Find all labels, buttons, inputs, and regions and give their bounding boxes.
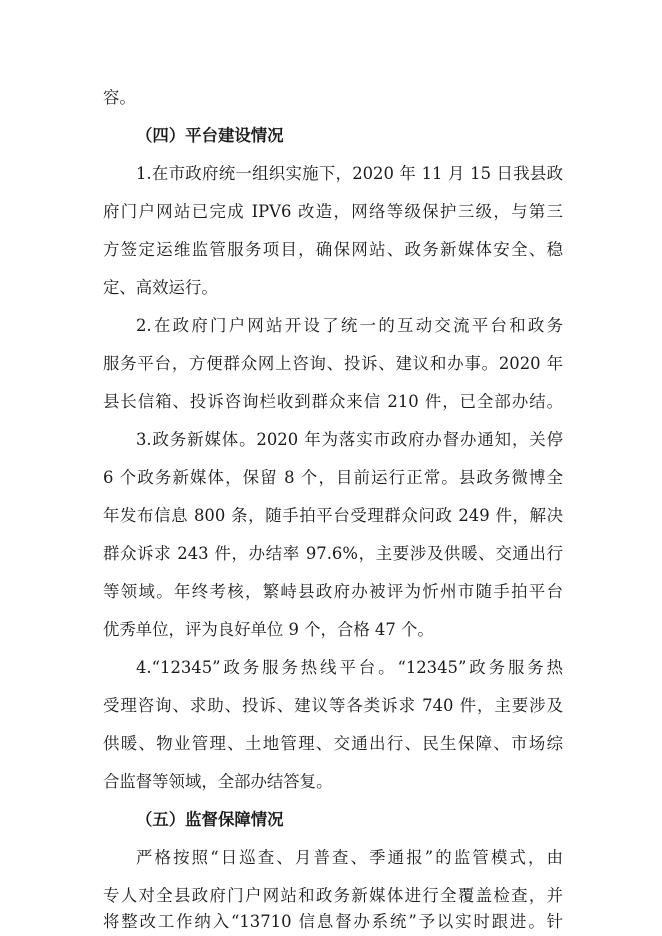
text-line: 供暖、物业管理、土地管理、交通出行、民生保障、市场综 — [103, 734, 563, 753]
text-line: 县长信箱、投诉咨询栏收到群众来信 210 件，已全部办结。 — [103, 392, 563, 411]
section-heading-supervision: （五）监督保障情况 — [136, 810, 284, 829]
text-line: 府门户网站已完成 IPV6 改造，网络等级保护三级，与第三 — [103, 202, 563, 221]
text-line: 合监督等领域，全部办结答复。 — [103, 772, 333, 791]
text-line: 方签定运维监管服务项目，确保网站、政务新媒体安全、稳 — [103, 240, 563, 259]
text-line: 容。 — [103, 88, 136, 107]
section-heading-platform: （四）平台建设情况 — [136, 126, 284, 145]
text-line: 群众诉求 243 件，办结率 97.6%，主要涉及供暖、交通出行 — [103, 544, 563, 563]
text-line: 6 个政务新媒体，保留 8 个，目前运行正常。县政务微博全 — [103, 468, 563, 487]
text-line: 服务平台，方便群众网上咨询、投诉、建议和办事。2020 年 — [103, 354, 563, 373]
text-line: 严格按照“日巡查、月普查、季通报”的监管模式，由 — [136, 848, 563, 867]
text-line: 受理咨询、求助、投诉、建议等各类诉求 740 件，主要涉及 — [103, 696, 563, 715]
text-line: 专人对全县政府门户网站和政务新媒体进行全覆盖检查，并 — [103, 886, 563, 905]
text-line: 定、高效运行。 — [103, 278, 218, 297]
text-line: 优秀单位，评为良好单位 9 个，合格 47 个。 — [103, 620, 434, 639]
text-line: 4.“12345”政务服务热线平台。“12345”政务服务热 — [136, 658, 563, 677]
text-line: 3.政务新媒体。2020 年为落实市政府办督办通知，关停 — [136, 430, 563, 449]
text-line: 将整改工作纳入“13710 信息督办系统”予以实时跟进。针 — [103, 912, 563, 931]
text-line: 2.在政府门户网站开设了统一的互动交流平台和政务 — [136, 316, 563, 335]
text-line: 1.在市政府统一组织实施下，2020 年 11 月 15 日我县政 — [136, 164, 563, 183]
text-line: 年发布信息 800 条，随手拍平台受理群众问政 249 件，解决 — [103, 506, 563, 525]
text-line: 等领域。年终考核，繁峙县政府办被评为忻州市随手拍平台 — [103, 582, 563, 601]
